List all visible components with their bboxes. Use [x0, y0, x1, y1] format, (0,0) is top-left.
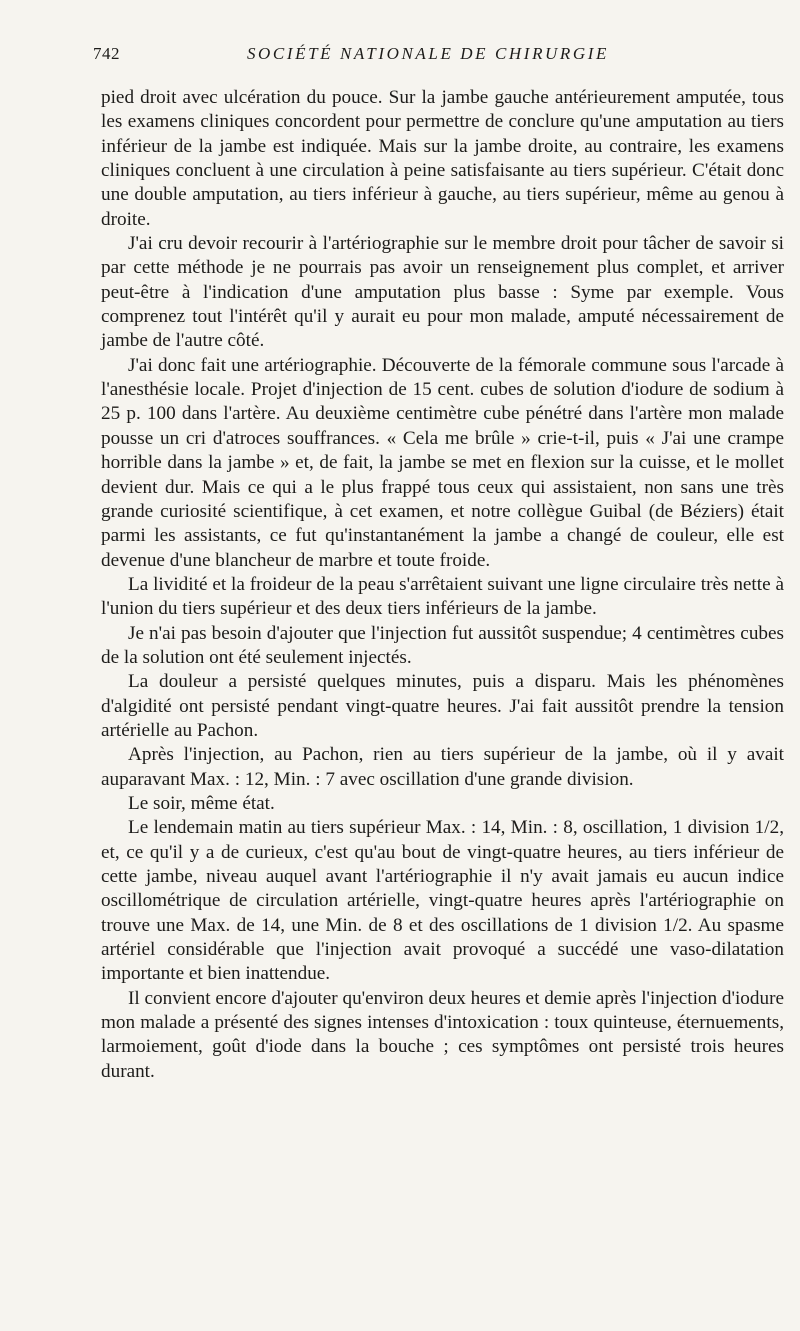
- paragraph-intoxication: Il convient encore d'ajouter qu'environ deux heures et demie après l'injection d'iodure mon malade a présenté des signes intenses d'intoxication : toux quinteuse, éternuements, larmoiement, goût d'iode dans la bouche ; ces symptômes ont persisté trois heures durant.: [101, 987, 784, 1082]
- paragraph-injection-stopped: Je n'ai pas besoin d'ajouter que l'injection fut aussitôt suspendue; 4 centimètres cubes de la solution ont été seulement injectés.: [101, 622, 784, 668]
- journal-title: SOCIÉTÉ NATIONALE DE CHIRURGIE: [246, 44, 610, 63]
- body-text: [101, 86, 784, 1084]
- paragraph-evening: Le soir, même état.: [128, 792, 275, 814]
- paragraph-continued: pied droit avec ulcération du pouce. Sur la jambe gauche antérieurement amputée, tous les examens cliniques concordent pour permettre de conclure qu'une amputation au tiers inférieur de la jambe est indiquée. Mais sur la jambe droite, au contraire, les examens cliniques concluent à une circulation à peine satisfaisante au tiers supérieur. C'était donc une double amputation, au tiers inférieur à gauche, au tiers supérieur, même au genou à droite.: [101, 87, 784, 230]
- paragraph-arteriography-procedure: J'ai donc fait une artériographie. Découverte de la fémorale commune sous l'arcade à l'anesthésie locale. Projet d'injection de 15 cent. cubes de solution d'iodure de sodium à 25 p. 100 dans l'artère. Au deuxième centimètre cube pénétré dans l'artère mon malade pousse un cri d'atroces souffrances. « Cela me brûle » crie-t-il, puis « J'ai une crampe horrible dans la jambe » et, de fait, la jambe se met en flexion sur la cuisse, et le mollet devient dur. Mais ce qui a le plus frappé tous ceux qui assistaient, non sans une très grande curiosité scientifique, à cet examen, et notre collègue Guibal (de Béziers) était parmi les assistants, ce fut qu'instantanément la jambe a changé de couleur, elle est devenue d'une blancheur de marbre et toute froide.: [101, 354, 784, 571]
- paragraph-next-morning: Le lendemain matin au tiers supérieur Max. : 14, Min. : 8, oscillation, 1 division 1/2, et, ce qu'il y a de curieux, c'est qu'au bout de vingt-quatre heures, au tiers inférieur de cette jambe, niveau auquel avant l'artériographie il n'y avait jamais eu aucun indice oscillométrique de circulation artérielle, vingt-quatre heures après l'artériographie on trouve une Max. de 14, une Min. de 8 et des oscillations de 1 division 1/2. Au spasme artériel considérable que l'injection avait provoqué a succédé une vaso-dilatation importante et bien inattendue.: [101, 817, 784, 985]
- running-head: [93, 44, 763, 68]
- paragraph-pain: La douleur a persisté quelques minutes, puis a disparu. Mais les phénomènes d'algidité ont persisté pendant vingt-quatre heures. J'ai fait aussitôt prendre la tension artérielle au Pachon.: [101, 671, 784, 741]
- paragraph-arteriography-intent: J'ai cru devoir recourir à l'artériographie sur le membre droit pour tâcher de savoir si par cette méthode je ne pourrais pas avoir un renseignement plus complet, et arriver peut-être à l'indication d'une amputation plus basse : Syme par exemple. Vous comprenez tout l'intérêt qu'il y aurait eu pour mon malade, amputé nécessairement de jambe de l'autre côté.: [101, 233, 784, 352]
- paragraph-after-injection: Après l'injection, au Pachon, rien au tiers supérieur de la jambe, où il y avait auparavant Max. : 12, Min. : 7 avec oscillation d'une grande division.: [101, 744, 784, 790]
- page-number: 742: [93, 44, 120, 63]
- paragraph-lividity: La lividité et la froideur de la peau s'arrêtaient suivant une ligne circulaire très nette à l'union du tiers supérieur et des deux tiers inférieurs de la jambe.: [101, 573, 784, 620]
